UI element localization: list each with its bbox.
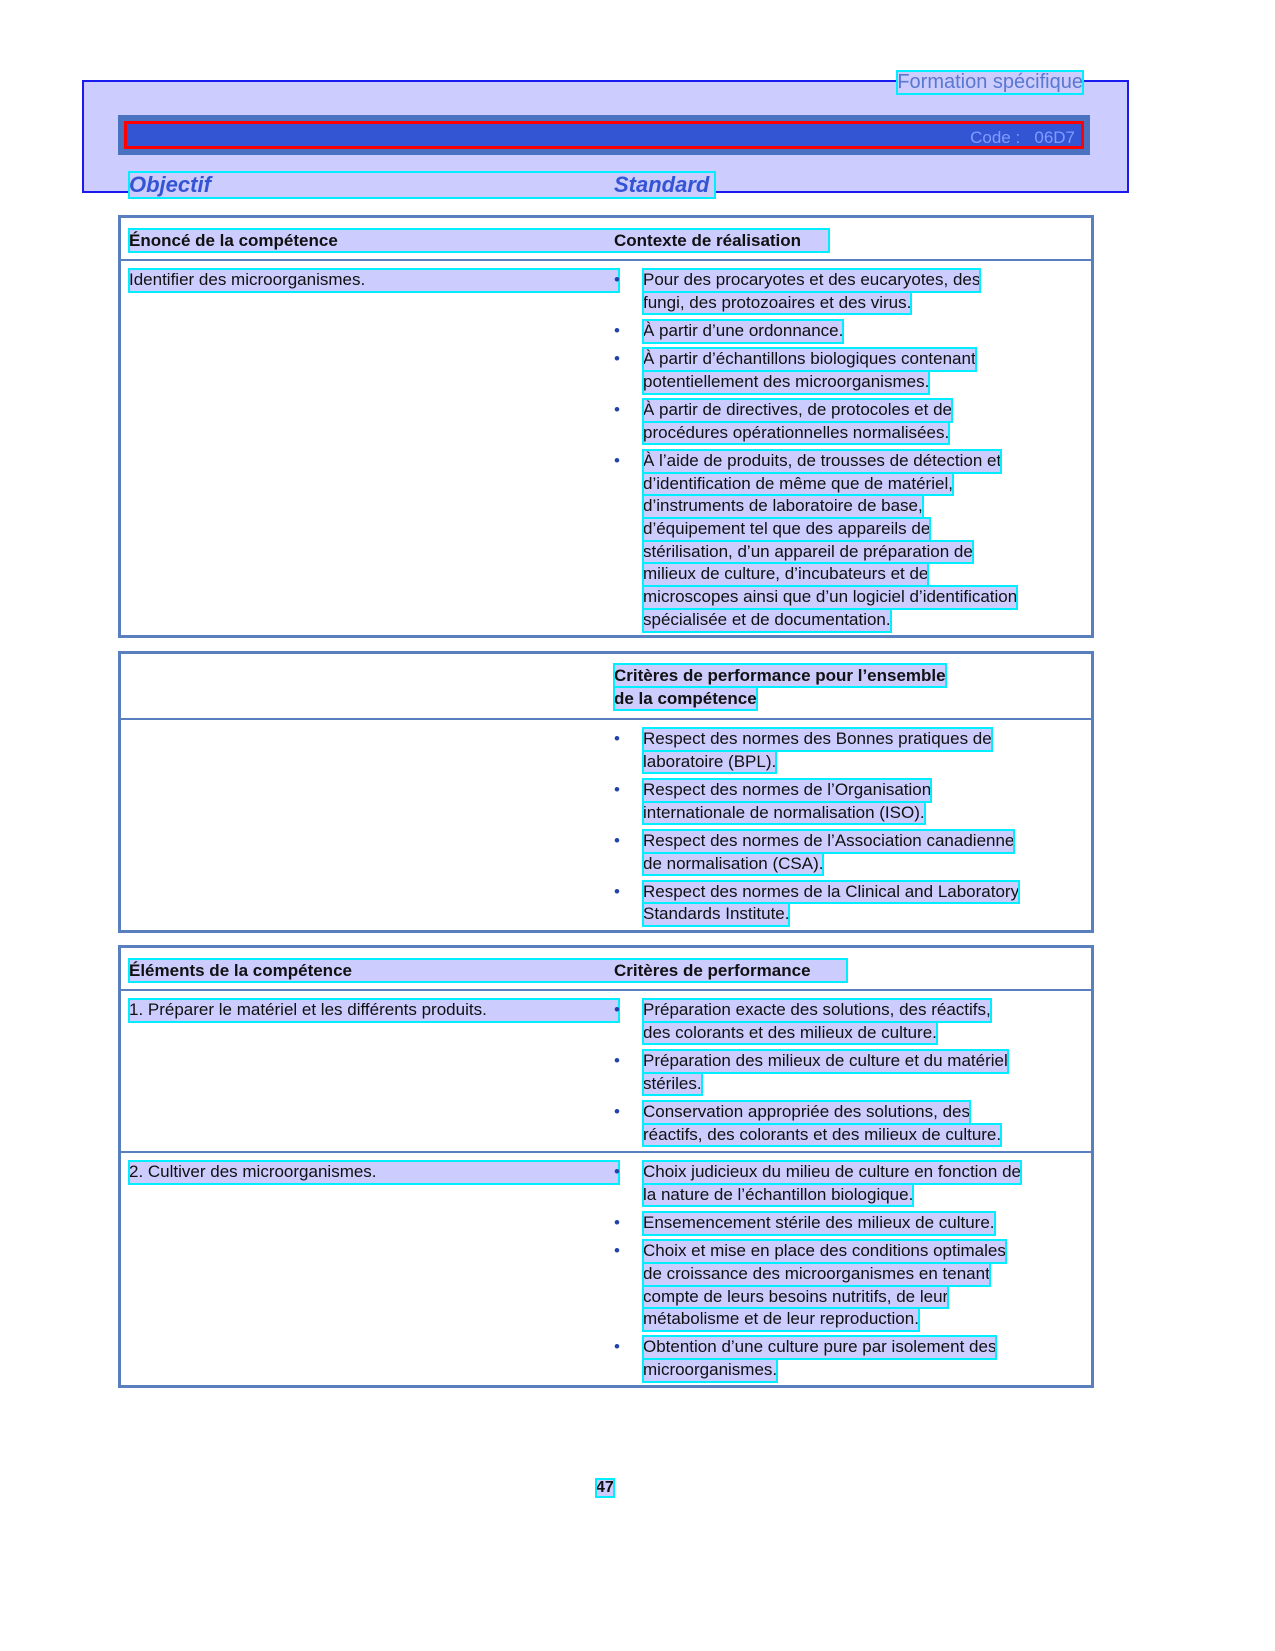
bullet-line: fungi, des protozoaires et des virus. [643, 292, 911, 315]
bullet-line: d’équipement tel que des appareils de [643, 518, 930, 541]
context-list [614, 269, 1089, 637]
bullet-item [614, 1336, 1089, 1381]
bullet-line: Respect des normes de l’Organisation [643, 779, 931, 802]
header-text: Énoncé de la compétence [129, 231, 338, 250]
bullet-item [614, 348, 1089, 393]
bullet-icon: • [614, 320, 620, 340]
bullet-line: laboratoire (BPL). [643, 751, 776, 774]
bullet-line: compte de leurs besoins nutritifs, de leur [643, 1286, 948, 1309]
bullet-line: Respect des normes de la Clinical and Laboratory [643, 881, 1019, 904]
bullet-item [614, 1101, 1089, 1146]
bullet-line: des colorants et des milieux de culture. [643, 1022, 937, 1045]
criteria-list [614, 1161, 1089, 1387]
code-label: Code : [970, 128, 1021, 147]
bullet-icon: • [614, 1101, 620, 1121]
bullet-line: Préparation exacte des solutions, des réactifs, [643, 999, 991, 1022]
bullet-icon: • [614, 400, 620, 420]
page-number: 47 [596, 1479, 614, 1496]
bullet-line: la nature de l’échantillon biologique. [643, 1184, 913, 1207]
bullet-icon: • [614, 349, 620, 369]
bullet-icon: • [614, 830, 620, 850]
bullet-line: microscopes ainsi que d’un logiciel d’identification [643, 586, 1017, 609]
bullet-line: procédures opérationnelles normalisées. [643, 422, 949, 445]
bullet-icon: • [614, 779, 620, 799]
bullet-icon: • [614, 1000, 620, 1019]
bullet-icon: • [614, 270, 620, 289]
code-bar [118, 115, 1090, 155]
bullet-line: microorganismes. [643, 1359, 777, 1382]
objective-label: Objectif [129, 172, 211, 197]
program-title: Formation spécifique [897, 71, 1083, 93]
header-text: Éléments de la compétence [129, 961, 352, 980]
bullet-line: de croissance des microorganismes en tenant [643, 1263, 990, 1286]
bullet-line: d’identification de même que de matériel, [643, 473, 953, 496]
bullet-line: spécialisée et de documentation. [643, 609, 891, 632]
bullet-line: Préparation des milieux de culture et du matériel [643, 1050, 1008, 1073]
bullet-line: internationale de normalisation (ISO). [643, 802, 925, 825]
header-line: de la compétence [614, 689, 757, 708]
bullet-item [614, 1161, 1089, 1206]
bullet-line: Respect des normes des Bonnes pratiques de [643, 728, 992, 751]
overall-criteria-table [118, 651, 1094, 933]
criteria-list [614, 999, 1089, 1152]
element-1: 1. Préparer le matériel et les différents produits. [129, 999, 619, 1022]
bullet-item [614, 1240, 1089, 1331]
bullet-icon: • [614, 450, 620, 470]
bullet-line: Ensemencement stérile des milieux de culture. [643, 1212, 995, 1235]
bullet-line: Choix et mise en place des conditions optimales [643, 1240, 1006, 1263]
bullet-item [614, 830, 1089, 875]
course-code [970, 128, 1075, 148]
bullet-line: À partir d’échantillons biologiques contenant [643, 348, 976, 371]
bullet-line: Standards Institute. [643, 903, 789, 926]
bullet-line: Conservation appropriée des solutions, des [643, 1101, 970, 1124]
bullet-icon: • [614, 1162, 620, 1181]
bullet-icon: • [614, 1050, 620, 1070]
bullet-line: À partir de directives, de protocoles et de [643, 399, 952, 422]
bullet-line: À l’aide de produits, de trousses de détection et [643, 450, 1001, 473]
bullet-line: Respect des normes de l’Association canadienne [643, 830, 1014, 853]
bullet-item [614, 779, 1089, 824]
col-header-overall-criteria [614, 664, 946, 710]
code-value: 06D7 [1034, 128, 1075, 147]
bullet-item [614, 450, 1089, 632]
bullet-line: réactifs, des colorants et des milieux de culture. [643, 1124, 1001, 1147]
bullet-icon: • [614, 881, 620, 901]
bullet-line: À partir d’une ordonnance. [643, 320, 843, 343]
bullet-item [614, 728, 1089, 773]
col-header-criteria: Critères de performance [614, 961, 811, 980]
element-row [121, 1151, 1091, 1383]
bullet-item [614, 881, 1089, 926]
bullet-line: potentiellement des microorganismes. [643, 371, 929, 394]
elements-table [118, 945, 1094, 1388]
bullet-icon: • [614, 1337, 620, 1357]
element-row [121, 991, 1091, 1151]
standard-heading: Standard [614, 172, 710, 197]
bullet-icon: • [614, 1212, 620, 1232]
header-line: Critères de performance pour l’ensemble [614, 666, 946, 685]
overall-criteria-list [614, 728, 1089, 932]
bullet-line: stérilisation, d’un appareil de préparation de [643, 541, 973, 564]
bullet-line: Pour des procaryotes et des eucaryotes, des [643, 269, 980, 292]
bullet-item [614, 999, 1089, 1044]
element-2: 2. Cultiver des microorganismes. [129, 1161, 619, 1184]
bullet-line: stériles. [643, 1073, 702, 1096]
bullet-line: Obtention d’une culture pure par isolement des [643, 1336, 996, 1359]
col-header-context: Contexte de réalisation [614, 231, 802, 250]
bullet-item [614, 320, 1089, 343]
bullet-line: Choix judicieux du milieu de culture en fonction de [643, 1161, 1021, 1184]
bullet-line: de normalisation (CSA). [643, 853, 823, 876]
bullet-line: milieux de culture, d’incubateurs et de [643, 563, 928, 586]
competence-statement: Identifier des microorganismes. [129, 269, 619, 292]
bullet-item [614, 269, 1089, 314]
bullet-item [614, 399, 1089, 444]
bullet-line: métabolisme et de leur reproduction. [643, 1308, 919, 1331]
bullet-icon: • [614, 1241, 620, 1261]
bullet-item [614, 1050, 1089, 1095]
competence-table [118, 215, 1094, 638]
bullet-icon: • [614, 729, 620, 748]
bullet-item [614, 1212, 1089, 1235]
bullet-line: d’instruments de laboratoire de base, [643, 495, 923, 518]
